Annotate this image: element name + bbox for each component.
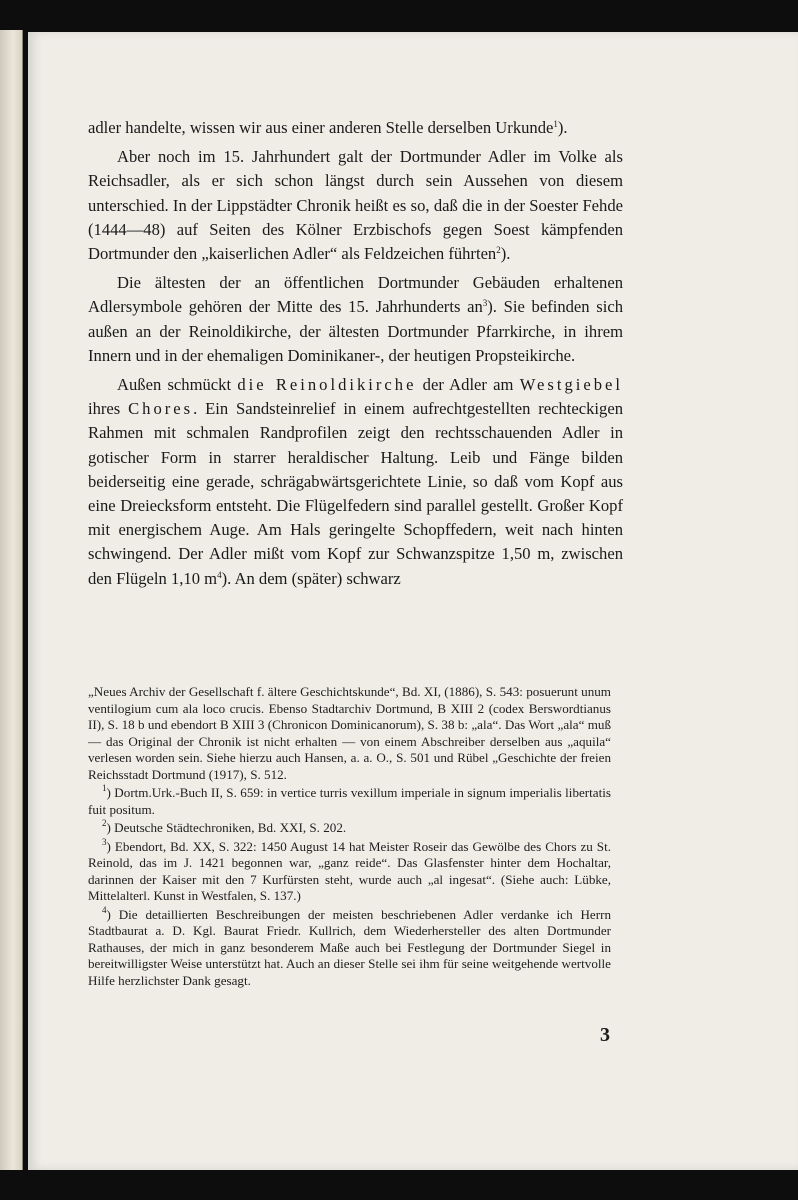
- paragraph-4-text-c: ihres: [88, 399, 129, 419]
- paragraph-4-text-d: . Ein Sandsteinrelief in einem aufrechtgestellten rechteckigen Rahmen mit schmalen Randprofilen zeigt den rechtsschauenden Adler in gotischer Form in starrer heraldischer Haltung. Leib und Fänge bilden beiderseitig eine gerade, schrägabwärtsgerichtete Linie, so daß vom Kopf aus eine Dreiecksform entsteht. Die Flügelfedern sind parallel gestellt. Großer Kopf mit energischem Auge. Am Hals geringelte Schopffedern, weit nach hinten schwingend. Der Adler mißt vom Kopf zur Schwanzspitze 1,50 m, zwischen den Flügeln 1,10 m: [88, 399, 623, 588]
- main-text: [88, 116, 623, 596]
- footnotes: [88, 684, 611, 991]
- footnote-2-text: ) Deutsche Städtechroniken, Bd. XXI, S. 202.: [106, 820, 347, 835]
- footnote-1-mark: 1: [102, 783, 107, 793]
- footnote-4-mark: 4: [102, 904, 107, 915]
- footnote-3-text: ) Ebendort, Bd. XX, S. 322: 1450 August 14 hat Meister Roseir das Gewölbe des Chors zu St. Reinold, das im J. 1421 begonnen war, „ganz reide“. Das Glasfenster hinter dem Hochaltar, darinnen der Kaiser mit den 7 Kurfürsten steht, wurde auch „al ingesat“. (Siehe auch: Lübke, Mittelalterl. Kunst in Westfalen, S. 137.): [88, 838, 611, 903]
- paragraph-3-end: ). Sie befinden sich außen an der Reinoldikirche, der ältesten Dortmunder Pfarrkirche, in ihrem Innern und in der ehemaligen Dominikaner-, der heutigen Propsteikirche.: [88, 297, 624, 365]
- footnote-3: [88, 836, 611, 905]
- spaced-text-reinoldikirche: die Reinoldikirche: [237, 375, 417, 395]
- paragraph-4: [88, 373, 623, 591]
- footnote-4-text: ) Die detaillierten Beschreibungen der meisten beschriebenen Adler verdanke ich Herrn Stadtbaurat a. D. Kgl. Baurat Friedr. Kullrich, dem Wiederhersteller des alten Dortmunder Rathauses, der mich in ganz besonderem Maße auch bei Festlegung der Dortmunder Siegel in bereitwilligster Weise unterstützt hat. Auch an dieser Stelle sei ihm für seine weitgehende wertvolle Hilfe herzlichster Dank gesagt.: [88, 906, 611, 988]
- footnote-2: [88, 820, 611, 837]
- footnote-continuation: „Neues Archiv der Gesellschaft f. ältere Geschichtskunde“, Bd. XI, (1886), S. 543: posuerunt unum ventilogium cum ala loco crucis. Ebenso Stadtarchiv Dortmund, B XIII 2 (codex Berswordtianus II), S. 18 b und ebendort B XIII 3 (Chronicon Dominicanorum), S. 38 b: „ala“. Das Wort „ala“ muß — das Original der Chronik ist nicht erhalten — von einem Abschreiber derselben aus „aquila“ verlesen worden sein. Siehe hierzu auch Hansen, a. a. O., S. 501 und Rübel „Geschichte der freien Reichsstadt Dortmund (1917), S. 512.: [88, 684, 611, 782]
- paragraph-2-end: ).: [500, 244, 511, 264]
- footnote-1: [88, 785, 611, 818]
- paragraph-3-text: Die ältesten der an öffentlichen Dortmunder Gebäuden erhaltenen Adlersymbole gehören der Mitte des 15. Jahrhunderts an: [88, 273, 623, 317]
- paragraph-4-text-a: Außen schmückt: [117, 375, 238, 395]
- paragraph-1-text: adler handelte, wissen wir aus einer anderen Stelle derselben Urkunde: [88, 118, 554, 137]
- footnote-ref-2: 2: [496, 245, 501, 256]
- footnote-ref-3: 3: [482, 298, 488, 309]
- footnote-1-text: ) Dortm.Urk.-Buch II, S. 659: in vertice turris vexillum imperiale in signum imperialis libertatis fuit positum.: [88, 785, 611, 817]
- previous-page-edge: [0, 30, 23, 1170]
- footnote-4: [88, 904, 611, 990]
- paragraph-2: [88, 145, 623, 266]
- footnote-2-mark: 2: [102, 818, 107, 828]
- footnote-ref-4: 4: [217, 569, 222, 580]
- footnote-ref-1: 1: [553, 119, 558, 129]
- paragraph-1: [88, 116, 623, 140]
- page-number: 3: [600, 1024, 610, 1046]
- footnote-3-mark: 3: [102, 836, 107, 847]
- paragraph-2-text: Aber noch im 15. Jahrhundert galt der Dortmunder Adler im Volke als Reichsadler, als er sich schon längst durch sein Aussehen von diesem unterschied. In der Lippstädter Chronik heißt es so, daß die in der Soester Fehde (1444—48) auf Seiten des Kölner Erzbischofs gegen Soest kämpfenden Dortmunder den „kaiserlichen Adler“ als Feldzeichen führten: [88, 147, 623, 264]
- paragraph-1-end: ).: [557, 118, 568, 137]
- paragraph-3: [88, 271, 623, 368]
- paragraph-4-text-e: ). An dem (später) schwarz: [221, 568, 401, 588]
- spaced-text-chores: Chores: [128, 399, 194, 419]
- spaced-text-westgiebel: Westgiebel: [519, 375, 623, 395]
- paragraph-4-text-b: der Adler am: [416, 375, 520, 395]
